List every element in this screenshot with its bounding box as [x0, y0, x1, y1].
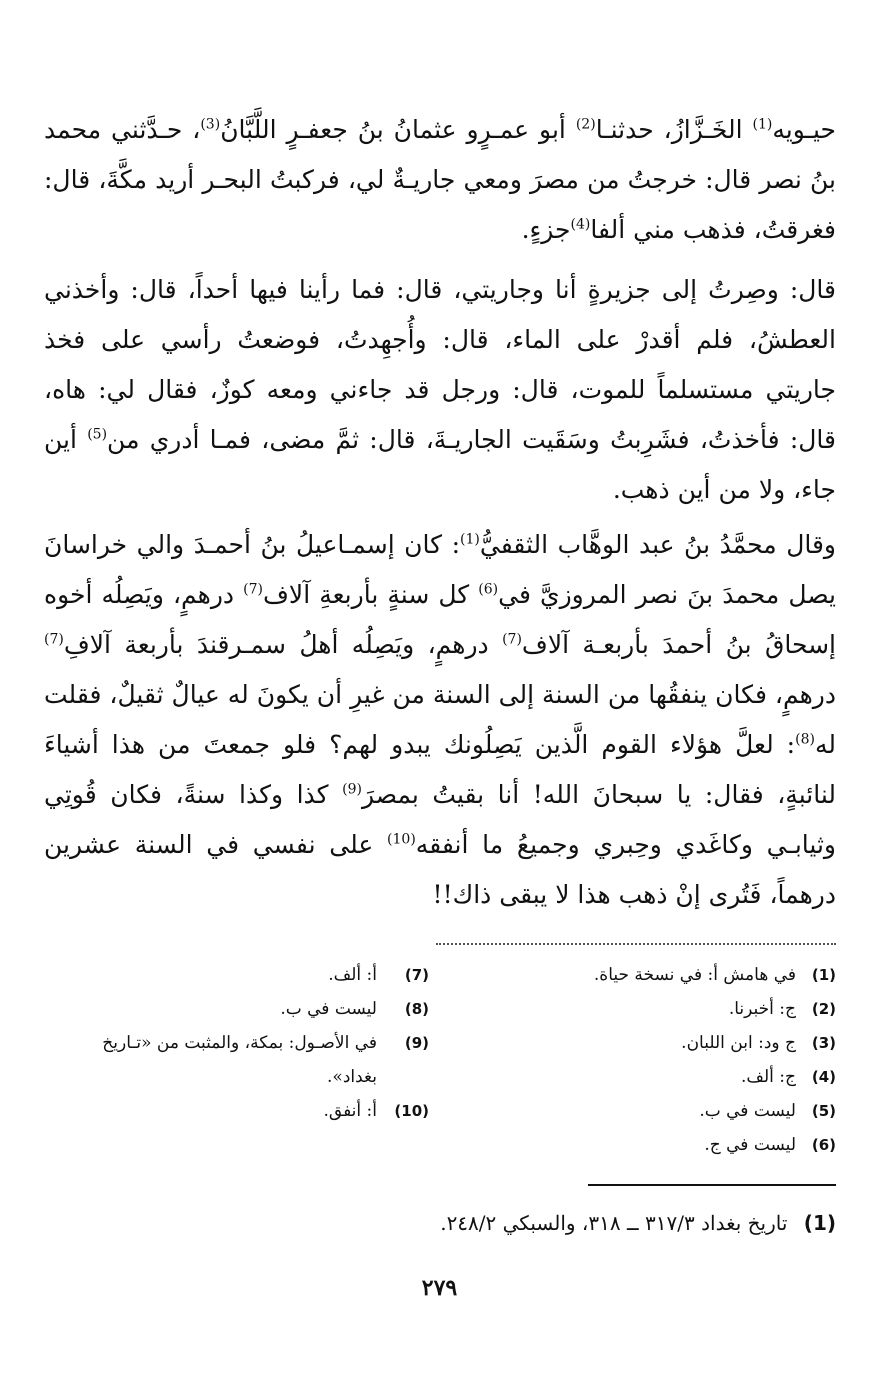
footnote-item	[456, 958, 836, 992]
body-text-run: أين جاء، ولا من أين ذهب.	[44, 425, 836, 504]
footnote-marker: (7)	[243, 581, 264, 598]
body-text-run: جزءٍ.	[521, 215, 571, 244]
footnote-separator-dotted	[436, 943, 836, 945]
footnote-marker: (3)	[200, 116, 221, 133]
body-text-run: درهمٍ، ويَصِلُه أخوه إسحاقُ بنُ أحمدَ بأربعـة آلاف	[44, 580, 836, 659]
footnote-number: (6)	[811, 1136, 836, 1154]
footnote-text: أ: أنفق.	[323, 1101, 377, 1121]
footnote-number: (7)	[404, 966, 429, 984]
page-number: ٢٧٩	[421, 1275, 458, 1301]
body-text-run: أبو عمـرٍو عثمانُ بنُ جعفـرٍ اللَّبَّانُ	[220, 115, 576, 144]
footnote-number: (9)	[404, 1034, 429, 1052]
footnote-text: ليست في ب.	[280, 999, 377, 1019]
footnote-separator-rule	[588, 1184, 836, 1186]
footnote-item	[456, 1026, 836, 1060]
footnote-text: ج ود: ابن اللبان.	[681, 1033, 796, 1053]
footnote-marker: (10)	[387, 831, 416, 848]
footnote-number: (1)	[811, 966, 836, 984]
footnote-item	[456, 1094, 836, 1128]
footnote-item	[49, 992, 429, 1026]
footnote-item	[49, 1026, 429, 1094]
footnote-item	[49, 1094, 429, 1128]
footnote-text: أ: ألف.	[328, 965, 377, 985]
body-text-run: قال: وصِرتُ إلى جزيرةٍ أنا وجاريتي، قال: فما رأينا فيها أحداً، قال: وأخذني العطشُ، فلم أقدرْ على الماء، قال: وأُجهِدتُ، فوضعتُ رأسي على فخذ جاريتي مستسلماً للموت، قال: ورجل قد جاءني ومعه كوزٌ، فقال لي: هاه، قال: فأخذتُ، فشَرِبتُ وسَقَيت الجاريـةَ، قال: ثمَّ مضى، فمـا أدري من	[44, 275, 837, 454]
paragraph-3	[44, 520, 836, 920]
body-text-run: على نفسي في السنة عشرين درهماً، فَتُرى إنْ ذهب هذا لا يبقى ذاك!!	[44, 830, 836, 909]
footnote-marker: (4)	[570, 216, 591, 233]
footnote-number: (10)	[394, 1102, 429, 1120]
footnote-marker: (5)	[87, 426, 108, 443]
footnotes-left-column	[49, 958, 429, 1128]
body-text-run: ، حـدَّثني محمد بنُ نصر قال: خرجتُ من مصرَ ومعي جاريـةٌ لي، فركبتُ البحـر أريد مكَّةَ، قال: فغرقتُ، فذهب مني ألفا	[44, 115, 836, 244]
footnote-text: في الأصـول: بمكة، والمثبت من «تـاريخ بغداد».	[102, 1033, 377, 1087]
footnote-marker: (8)	[795, 731, 815, 748]
footnotes-right-column	[456, 958, 836, 1162]
footnote-item	[456, 1060, 836, 1094]
body-text-run: الخَـزَّازُ، حدثنـا	[595, 115, 753, 144]
biography-footnote-text: تاريخ بغداد ٣١٧/٣ ــ ٣١٨، والسبكي ٢٤٨/٢.	[440, 1211, 788, 1235]
footnote-marker: (6)	[478, 581, 499, 598]
body-text-run: وقال محمَّدُ بنُ عبد الوهَّاب الثقفيُّ	[479, 530, 836, 559]
footnote-item	[456, 1128, 836, 1162]
footnote-number: (4)	[811, 1068, 836, 1086]
paragraph-2	[44, 265, 836, 515]
body-text-run: : لعلَّ هؤلاء القوم الَّذين يَصِلُونك يبدو لهم؟ فلو جمعتَ من هذا أشياءَ لنائبةٍ، فقال: يا سبحانَ الله! أنا بقيتُ بمصرَ	[44, 730, 836, 809]
footnote-item	[49, 958, 429, 992]
footnote-text: ليست في ج.	[704, 1135, 796, 1155]
footnote-number: (3)	[811, 1034, 836, 1052]
body-text-run: : كان إسمـاعيلُ بنُ أحمـدَ والي خراسانَ يصل محمدَ بنَ نصر المروزيَّ في	[44, 530, 836, 609]
biography-footnote-number: (1)	[803, 1211, 836, 1235]
footnote-text: ج: أخبرنا.	[728, 999, 796, 1019]
footnote-marker: (7)	[502, 631, 522, 648]
body-text-run: كل سنةٍ بأربعةِ آلاف	[263, 580, 479, 609]
footnote-number: (8)	[404, 1000, 429, 1018]
body-text-run: كذا وكذا سنةً، فكان قُوتِي وثيابـي وكاغَدي وحِبري وجميعُ ما أنفقه	[44, 780, 836, 859]
paragraph-1	[44, 105, 836, 255]
footnote-marker: (1)	[460, 531, 480, 548]
footnote-number: (2)	[811, 1000, 836, 1018]
footnote-text: في هامش أ: في نسخة حياة.	[593, 965, 796, 985]
footnote-marker: (1)	[752, 116, 773, 133]
footnote-item	[456, 992, 836, 1026]
body-text-run: حيـويه	[772, 115, 836, 144]
footnote-text: ليست في ب.	[699, 1101, 796, 1121]
footnote-marker: (9)	[342, 781, 362, 798]
footnote-marker: (2)	[575, 116, 596, 133]
biography-footnote	[44, 1206, 836, 1240]
footnote-number: (5)	[811, 1102, 836, 1120]
footnote-text: ج: ألف.	[740, 1067, 796, 1087]
body-text-run: درهمٍ، فكان ينفقُها من السنة إلى السنة من غيرِ أن يكونَ له عيالٌ ثقيلٌ، فقلت له	[44, 680, 836, 759]
body-text-run: درهمٍ، ويَصِلُه أهلُ سمـرقندَ بأربعة آلافِ	[63, 630, 503, 659]
footnote-marker: (7)	[44, 631, 64, 648]
